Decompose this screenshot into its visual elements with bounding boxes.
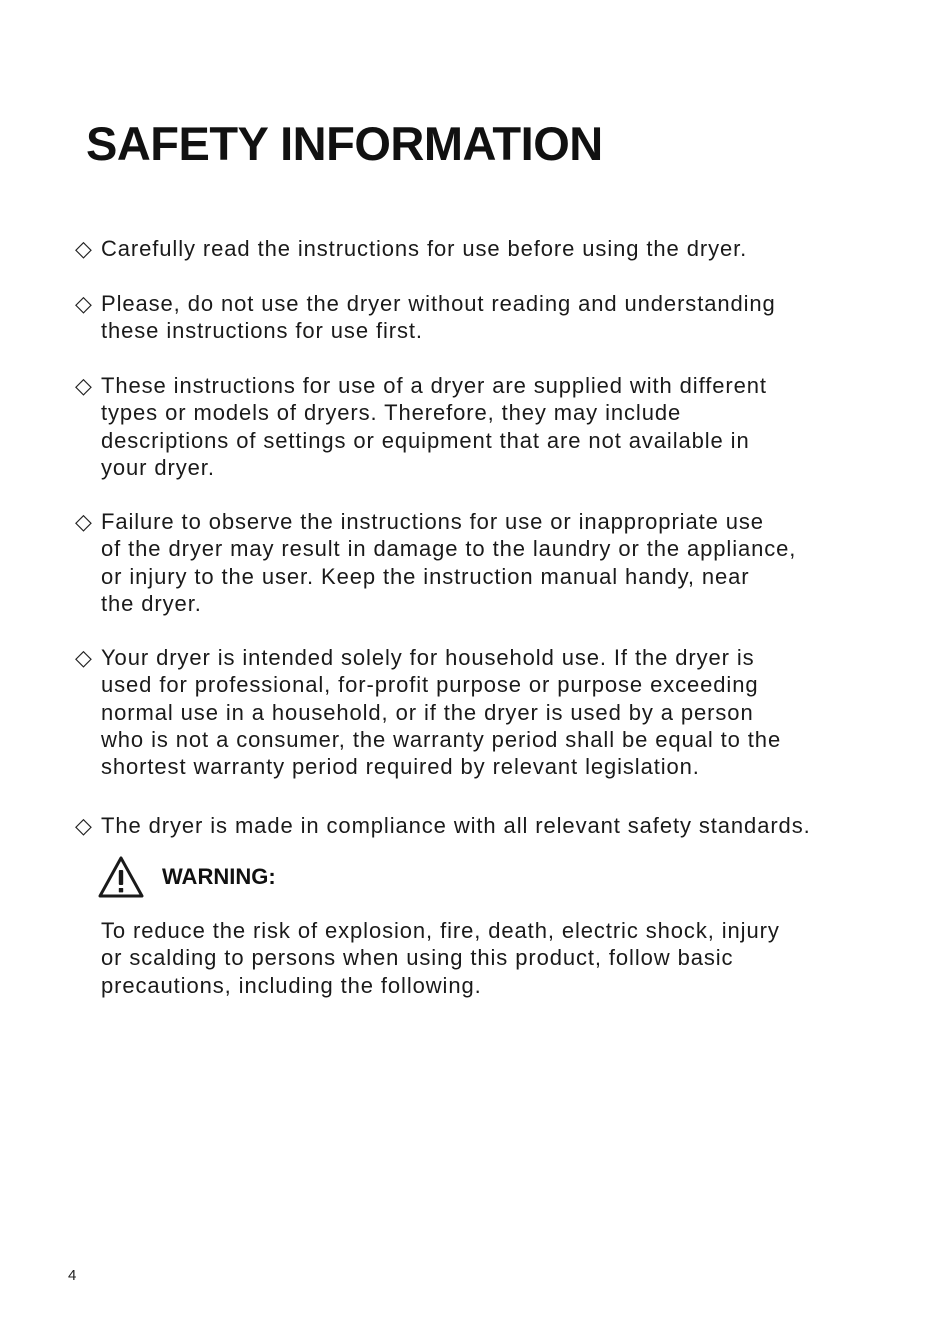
diamond-bullet-icon: ◇ bbox=[75, 509, 92, 534]
diamond-bullet-icon: ◇ bbox=[75, 236, 92, 261]
diamond-bullet-icon: ◇ bbox=[75, 645, 92, 670]
warning-label: WARNING: bbox=[162, 864, 276, 889]
bullet-text: Please, do not use the dryer without reading and understanding these instructions for use first. bbox=[101, 291, 776, 344]
bullet-text: These instructions for use of a dryer are supplied with different types or models of dryers. Therefore, they may include descriptions of settings or equipment that are not available in your dryer. bbox=[101, 373, 767, 480]
bullet-failure-to-observe bbox=[75, 508, 915, 617]
bullet-text: Your dryer is intended solely for household use. If the dryer is used for professional, for-profit purpose or purpose exceeding normal use in a household, or if the dryer is used by a person who is not a consumer, the warranty period shall be equal to the shortest warranty period required by relevant legislation. bbox=[101, 645, 782, 780]
bullet-safety-standards bbox=[75, 812, 915, 839]
bullet-household-use bbox=[75, 644, 915, 780]
diamond-bullet-icon: ◇ bbox=[75, 813, 92, 838]
bullet-do-not-use-without-reading bbox=[75, 290, 915, 345]
bullet-read-instructions bbox=[75, 235, 915, 262]
bullet-text: The dryer is made in compliance with all relevant safety standards. bbox=[101, 813, 811, 838]
bullet-text: Failure to observe the instructions for use or inappropriate use of the dryer may result in damage to the laundry or the appliance, or injury to the user. Keep the instruction manual handy, near the dryer. bbox=[101, 509, 797, 616]
bullet-text: Carefully read the instructions for use before using the dryer. bbox=[101, 236, 748, 261]
warning-heading bbox=[97, 855, 276, 899]
warning-text: To reduce the risk of explosion, fire, death, electric shock, injury or scalding to persons when using this product, follow basic precautions, including the following. bbox=[101, 918, 780, 998]
warning-triangle-icon bbox=[97, 855, 145, 899]
diamond-bullet-icon: ◇ bbox=[75, 291, 92, 316]
page-title: SAFETY INFORMATION bbox=[86, 117, 603, 170]
page-number: 4 bbox=[68, 1267, 77, 1284]
diamond-bullet-icon: ◇ bbox=[75, 373, 92, 398]
bullet-different-models bbox=[75, 372, 915, 481]
